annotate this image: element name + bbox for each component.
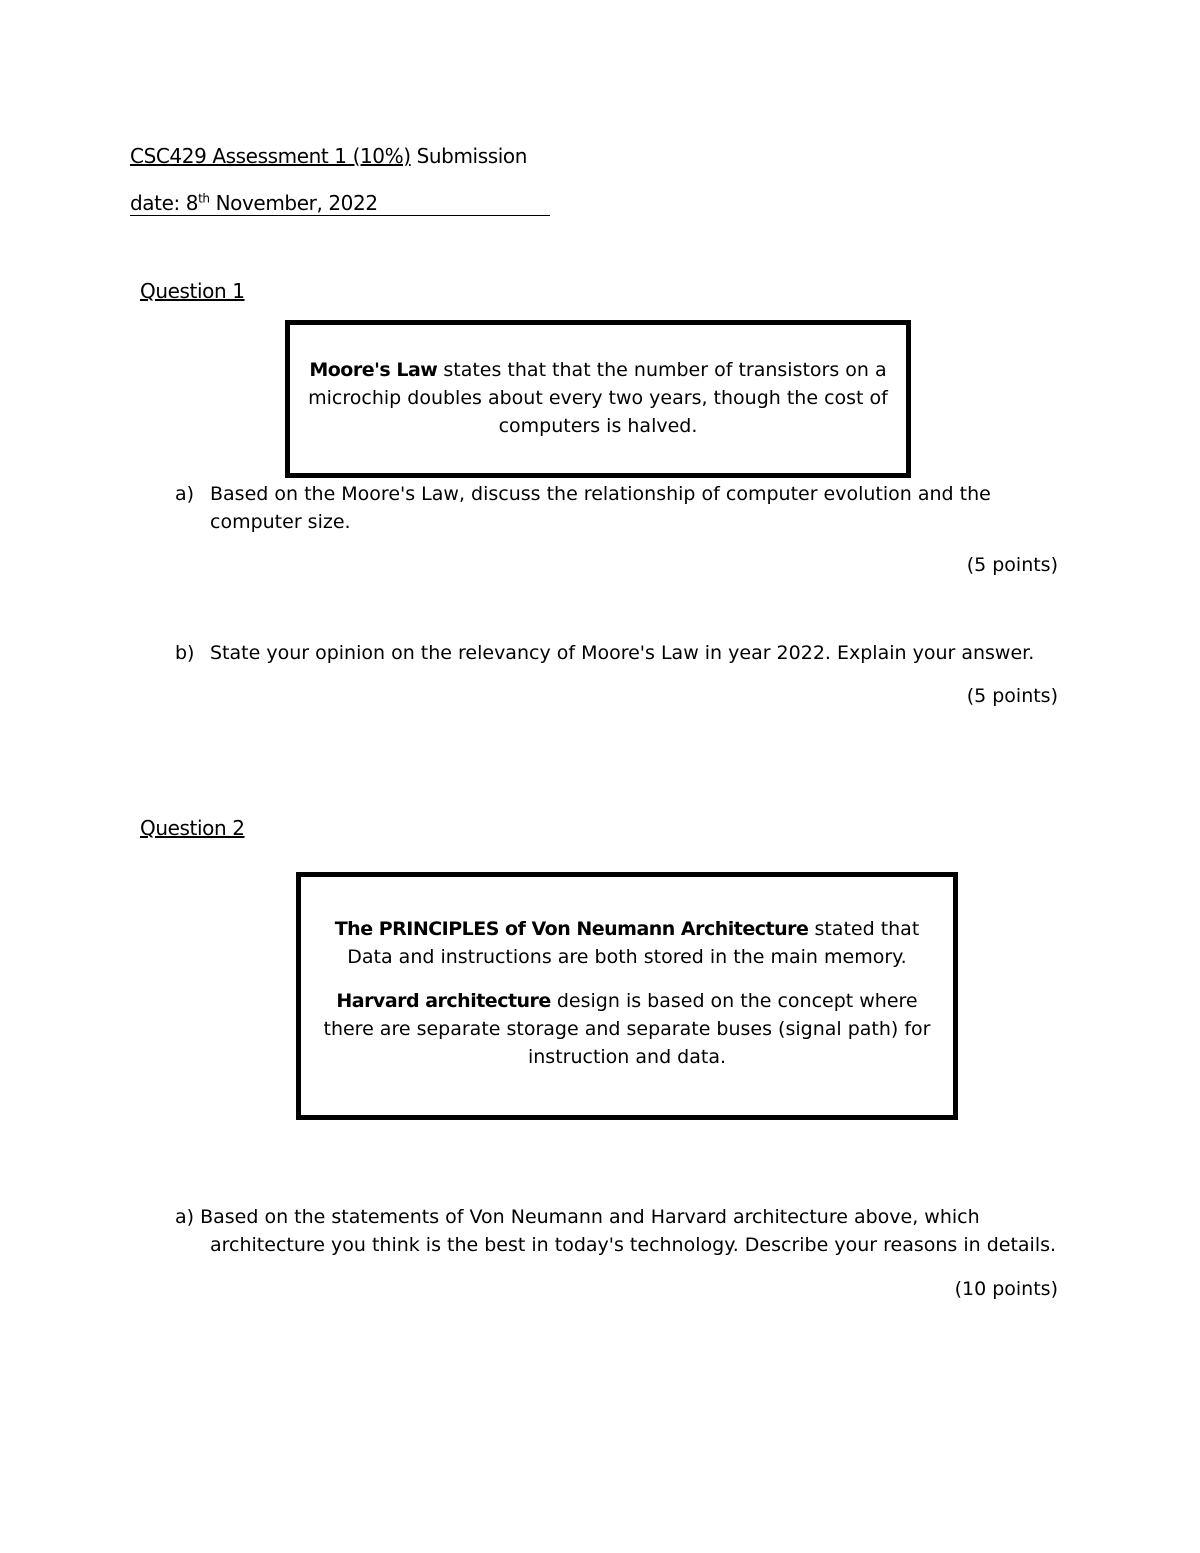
submission-date	[130, 191, 550, 216]
harvard-text: design is based on the concept where there are separate storage and separate buses (signal path) for instruction and data.	[323, 990, 931, 1068]
question-1b-points: (5 points)	[966, 685, 1058, 707]
question-1b	[175, 639, 1075, 667]
moores-law-text: states that that the number of transistors on a microchip doubles about every two years, though the cost of computers is halved.	[308, 359, 888, 437]
question-2a-text-line2: architecture you think is the best in today's technology. Describe your reasons in details.	[210, 1234, 1057, 1256]
submission-word: Submission	[410, 144, 528, 168]
question-2a-label: a)	[175, 1206, 195, 1228]
architecture-box	[296, 872, 958, 1120]
question-2-heading: Question 2	[140, 816, 245, 840]
date-suffix: November, 2022	[209, 191, 378, 215]
question-1b-label: b)	[175, 642, 195, 664]
question-2a-points: (10 points)	[954, 1278, 1058, 1300]
moores-law-term: Moore's Law	[309, 359, 438, 381]
von-neumann-text: stated that Data and instructions are both stored in the main memory.	[347, 918, 920, 968]
von-neumann-statement	[319, 915, 935, 971]
question-2a	[175, 1203, 1075, 1259]
question-1a-text: Based on the Moore's Law, discuss the relationship of computer evolution and the computer size.	[210, 483, 991, 533]
date-prefix: date: 8	[130, 191, 199, 215]
moores-law-box	[285, 320, 911, 478]
question-1-heading: Question 1	[140, 279, 245, 303]
question-1b-text: State your opinion on the relevancy of Moore's Law in year 2022. Explain your answer.	[210, 642, 1035, 664]
course-title-underlined: CSC429 Assessment 1 (10%)	[130, 144, 411, 168]
von-neumann-term: The PRINCIPLES of Von Neumann Architecture	[334, 918, 809, 940]
question-2a-line1	[175, 1203, 1075, 1231]
moores-law-statement	[308, 356, 888, 440]
question-2a-text-line1: Based on the statements of Von Neumann and Harvard architecture above, which	[194, 1206, 980, 1228]
question-1a-points: (5 points)	[966, 554, 1058, 576]
course-title	[130, 144, 527, 168]
question-1a	[175, 480, 1005, 536]
harvard-term: Harvard architecture	[336, 990, 551, 1012]
harvard-statement	[319, 987, 935, 1071]
date-superscript: th	[198, 191, 210, 206]
question-1a-label: a)	[175, 483, 195, 505]
